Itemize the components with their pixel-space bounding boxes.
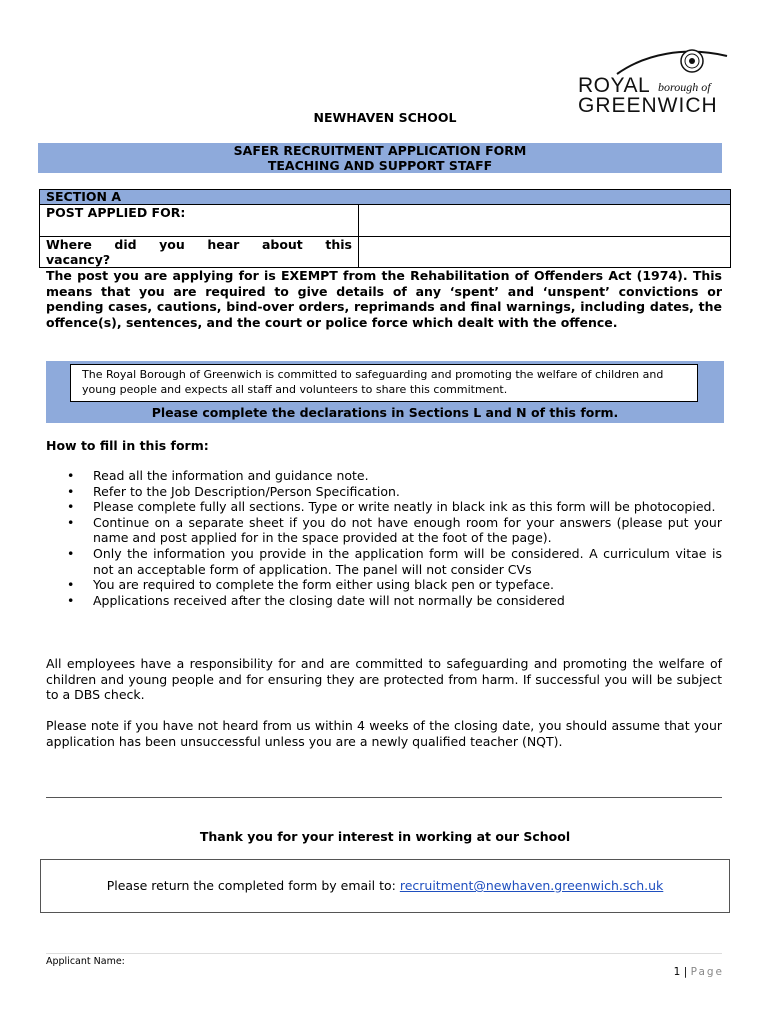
logo-royal: ROYAL bbox=[578, 74, 651, 97]
list-item bbox=[46, 577, 722, 593]
bullet-icon: • bbox=[67, 514, 75, 530]
page-separator: | bbox=[683, 966, 688, 978]
responsibility-paragraph: All employees have a responsibility for and are committed to safeguarding and promoting the welfare of children and young people and for ensuring they are protected from harm. If successful you will be subject to a DBS check. bbox=[46, 656, 722, 703]
hear-word: Where bbox=[46, 237, 92, 252]
how-to-heading: How to fill in this form: bbox=[46, 438, 209, 453]
list-item bbox=[46, 546, 722, 577]
no-response-paragraph: Please note if you have not heard from us within 4 weeks of the closing date, you should assume that your application has been unsuccessful unless you are a newly qualified teacher (NQT). bbox=[46, 718, 722, 749]
hear-about-label-line1 bbox=[46, 237, 352, 252]
section-a-heading: SECTION A bbox=[40, 190, 731, 205]
applicant-name-label: Applicant Name: bbox=[46, 956, 125, 967]
list-item-text: Only the information you provide in the application form will be considered. A curriculum vitae is not an acceptable form of application. The panel will not consider CVs bbox=[93, 545, 722, 577]
list-item bbox=[46, 515, 722, 546]
form-title-band bbox=[38, 143, 722, 173]
hear-about-label bbox=[40, 237, 359, 268]
form-title-line2: TEACHING AND SUPPORT STAFF bbox=[267, 158, 493, 173]
hear-word: hear bbox=[207, 237, 240, 252]
list-item-text: Continue on a separate sheet if you do not have enough room for your answers (please put your name and post applied for in the space provided at the foot of the page). bbox=[93, 514, 722, 546]
list-item bbox=[46, 593, 722, 609]
list-item-text: You are required to complete the form either using black pen or typeface. bbox=[93, 577, 555, 593]
page-number bbox=[640, 966, 724, 978]
logo-greenwich: GREENWICH bbox=[578, 94, 718, 117]
bullet-icon: • bbox=[67, 483, 75, 499]
list-item-text: Please complete fully all sections. Type or write neatly in black ink as this form will be photocopied. bbox=[93, 499, 716, 515]
post-applied-label: POST APPLIED FOR: bbox=[40, 205, 359, 237]
list-item bbox=[46, 499, 722, 515]
list-item-text: Read all the information and guidance note. bbox=[93, 468, 369, 483]
hear-word: did bbox=[114, 237, 137, 252]
bullet-icon: • bbox=[67, 468, 75, 483]
bullet-icon: • bbox=[67, 545, 75, 561]
return-instructions-box bbox=[40, 859, 730, 913]
hear-word: this bbox=[325, 237, 352, 252]
bullet-icon: • bbox=[67, 499, 75, 515]
page-number-value: 1 bbox=[673, 966, 681, 978]
section-a-table bbox=[39, 189, 731, 268]
exempt-notice: The post you are applying for is EXEMPT from the Rehabilitation of Offenders Act (1974). This means that you are required to give details of any ‘spent’ and ‘unspent’ convictions or pending cases, cautions, bind-over orders, reprimands and final warnings, including dates, the offence(s), sentences, and the court or police force which dealt with the offence. bbox=[46, 268, 722, 331]
declarations-notice: Please complete the declarations in Sections L and N of this form. bbox=[151, 405, 619, 420]
list-item bbox=[46, 484, 722, 500]
divider bbox=[46, 797, 722, 798]
footer-divider bbox=[46, 953, 722, 954]
crest-icon bbox=[679, 48, 705, 74]
recruitment-email-link[interactable]: recruitment@newhaven.greenwich.sch.uk bbox=[399, 878, 664, 893]
hear-about-field[interactable] bbox=[359, 237, 731, 268]
thank-you-message: Thank you for your interest in working at our School bbox=[199, 829, 571, 844]
commitment-statement: The Royal Borough of Greenwich is committed to safeguarding and promoting the welfare of children and young people and expects all staff and volunteers to share this commitment. bbox=[70, 364, 698, 402]
royal-greenwich-logo bbox=[575, 42, 730, 117]
school-name: NEWHAVEN SCHOOL bbox=[313, 110, 457, 125]
logo-borough-of: borough of bbox=[658, 80, 711, 94]
list-item-text: Refer to the Job Description/Person Specification. bbox=[93, 483, 400, 499]
form-title-line1: SAFER RECRUITMENT APPLICATION FORM bbox=[233, 143, 527, 158]
bullet-icon: • bbox=[67, 592, 75, 608]
post-applied-field[interactable] bbox=[359, 205, 731, 237]
list-item-text: Applications received after the closing date will not normally be considered bbox=[93, 592, 565, 608]
bullet-icon: • bbox=[67, 577, 75, 593]
instructions-list bbox=[46, 468, 722, 608]
hear-about-label-line2: vacancy? bbox=[46, 252, 111, 267]
page-word: Page bbox=[690, 966, 724, 978]
return-text: Please return the completed form by email to: bbox=[106, 878, 400, 893]
hear-word: you bbox=[159, 237, 185, 252]
list-item bbox=[46, 468, 722, 484]
hear-word: about bbox=[261, 237, 303, 252]
